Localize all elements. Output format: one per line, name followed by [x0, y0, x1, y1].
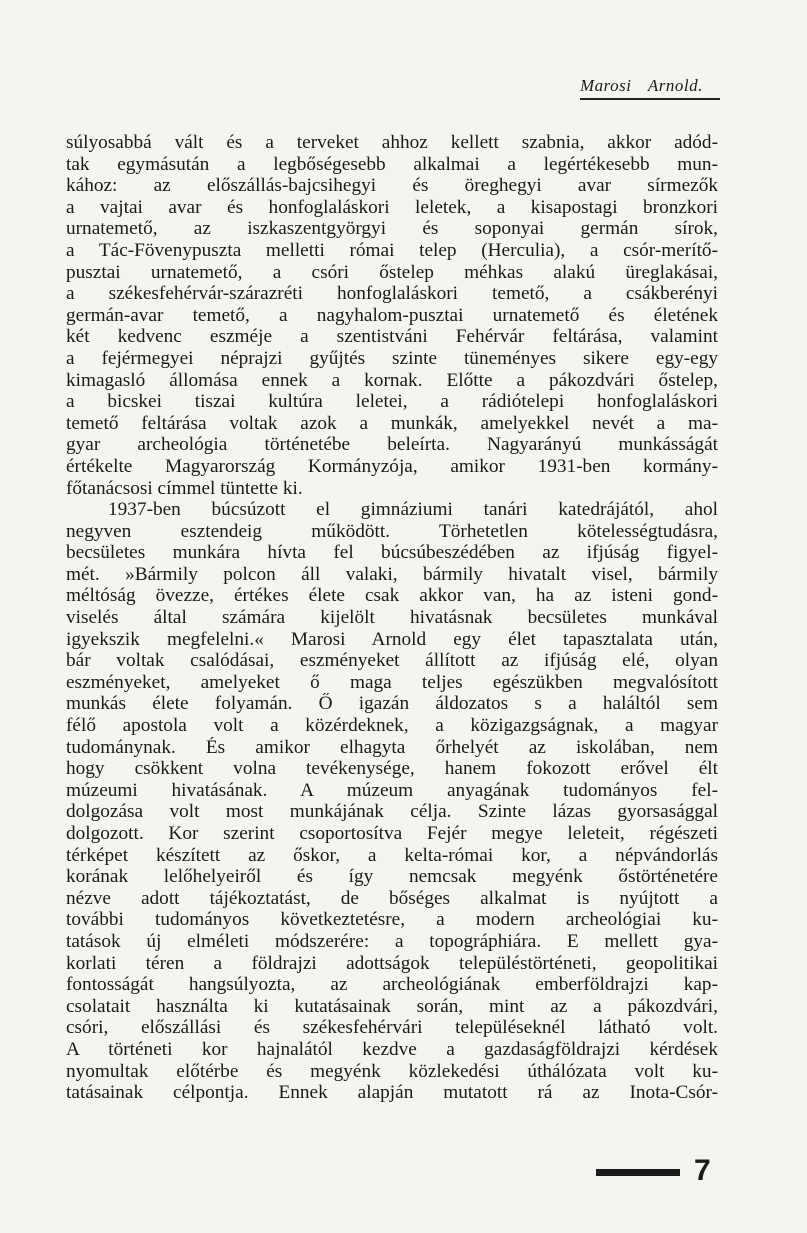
footer-rule: [596, 1169, 680, 1176]
text-line: a Tác-Fövenypuszta melletti római telep (Herculia), a csór-merítő-: [66, 239, 718, 261]
text-line: temető feltárása voltak azok a munkák, amelyekkel nevét a ma-: [66, 412, 718, 434]
text-line: urnatemető, az iszkaszentgyörgyi és soponyai germán sírok,: [66, 218, 718, 240]
text-line: tudománynak. És amikor elhagyta őrhelyét az iskolában, nem: [66, 736, 718, 758]
paragraph-end-line: főtanácsosi címmel tüntette ki.: [66, 477, 303, 499]
text-line: gyar archeológia történetébe beleírta. Nagyarányú munkásságát: [66, 434, 718, 456]
text-line: csóri, előszállási és székesfehérvári településeknél látható volt.: [66, 1017, 718, 1039]
text-line: a vajtai avar és honfoglaláskori leletek, a kisapostagi bronzkori: [66, 196, 718, 218]
text-line: germán-avar temető, a nagyhalom-pusztai urnatemető és életének: [66, 304, 718, 326]
text-line: igyekszik megfelelni.« Marosi Arnold egy élet tapasztalata után,: [66, 628, 718, 650]
body-text: [66, 132, 718, 1104]
running-header: Marosi Arnold.: [580, 76, 720, 100]
text-line: értékelte Magyarország Kormányzója, amikor 1931-ben kormány-: [66, 455, 718, 477]
text-line: korának lelőhelyeiről és így nemcsak megyénk őstörténetére: [66, 866, 718, 888]
text-line: kimagasló állomása ennek a kornak. Előtte a pákozdvári őstelep,: [66, 369, 718, 391]
text-line: viselés által számára kijelölt hivatásnak becsületes munkával: [66, 607, 718, 629]
text-line: a bicskei tiszai kultúra leletei, a rádiótelepi honfoglaláskori: [66, 391, 718, 413]
text-line: tatásainak célpontja. Ennek alapján mutatott rá az Inota-Csór-: [66, 1082, 718, 1104]
text-line: bár voltak csalódásai, eszményeket állított az ifjúság elé, olyan: [66, 650, 718, 672]
text-line: félő apostola volt a közérdeknek, a közigazgságnak, a magyar: [66, 715, 718, 737]
text-line: méltóság övezze, értékes élete csak akkor van, ha az isteni gond-: [66, 585, 718, 607]
text-line: negyven esztendeig működött. Törhetetlen kötelességtudásra,: [66, 520, 718, 542]
text-line: fontosságát hangsúlyozta, az archeológiának emberföldrajzi kap-: [66, 974, 718, 996]
text-line: becsületes munkára hívta fel búcsúbeszédében az ifjúság figyel-: [66, 542, 718, 564]
page-footer: [596, 1154, 726, 1187]
text-line: nézve adott tájékoztatást, de bőséges alkalmat is nyújtott a: [66, 887, 718, 909]
text-line: térképet készített az őskor, a kelta-római kor, a népvándorlás: [66, 844, 718, 866]
text-line: csolatait használta ki kutatásainak során, mint az a pákozdvári,: [66, 995, 718, 1017]
text-line: a fejérmegyei néprajzi gyűjtés szinte tüneményes sikere egy-egy: [66, 347, 718, 369]
text-line: két kedvenc eszméje a szentistváni Fehérvár feltárása, valamint: [66, 326, 718, 348]
text-line: dolgozása volt most munkájának célja. Szinte lázas gyorsasággal: [66, 801, 718, 823]
text-line: a székesfehérvár-szárazréti honfoglaláskori temető, a csákberényi: [66, 283, 718, 305]
text-line: dolgozott. Kor szerint csoportosítva Fejér megye leleteit, régészeti: [66, 823, 718, 844]
text-line: további tudományos következtetésre, a modern archeológiai ku-: [66, 909, 718, 931]
text-line: pusztai urnatemető, a csóri őstelep méhkas alakú üreglakásai,: [66, 261, 718, 283]
text-line: A történeti kor hajnalától kezdve a gazdaságföldrajzi kérdések: [66, 1038, 718, 1060]
text-line: munkás élete folyamán. Ő igazán áldozatos s a haláltól sem: [66, 693, 718, 715]
text-line: korlati téren a földrajzi adottságok településtörténeti, geopolitikai: [66, 952, 718, 974]
text-line: tatások új elméleti módszerére: a topográphiára. E mellett gya-: [66, 930, 718, 952]
text-line: tak egymásután a legbőségesebb alkalmai a legértékesebb mun-: [66, 153, 718, 175]
text-line: eszményeket, amelyeket ő maga teljes egészükben megvalósított: [66, 671, 718, 693]
text-line: múzeumi hivatásának. A múzeum anyagának tudományos fel-: [66, 779, 718, 801]
text-line: nyomultak előtérbe és megyénk közlekedési úthálózata volt ku-: [66, 1060, 718, 1082]
page-number: 7: [694, 1154, 711, 1187]
paragraph-start-line: 1937-ben búcsúzott el gimnáziumi tanári katedrájától, ahol: [108, 499, 718, 521]
text-line: hogy csökkent volna tevékenysége, hanem fokozott erővel élt: [66, 758, 718, 780]
text-line: súlyosabbá vált és a terveket ahhoz kellett szabnia, akkor adód-: [66, 132, 718, 153]
text-line: kához: az előszállás-bajcsihegyi és öreghegyi avar sírmezők: [66, 175, 718, 197]
text-line: mét. »Bármily polcon áll valaki, bármily hivatalt visel, bármily: [66, 563, 718, 585]
